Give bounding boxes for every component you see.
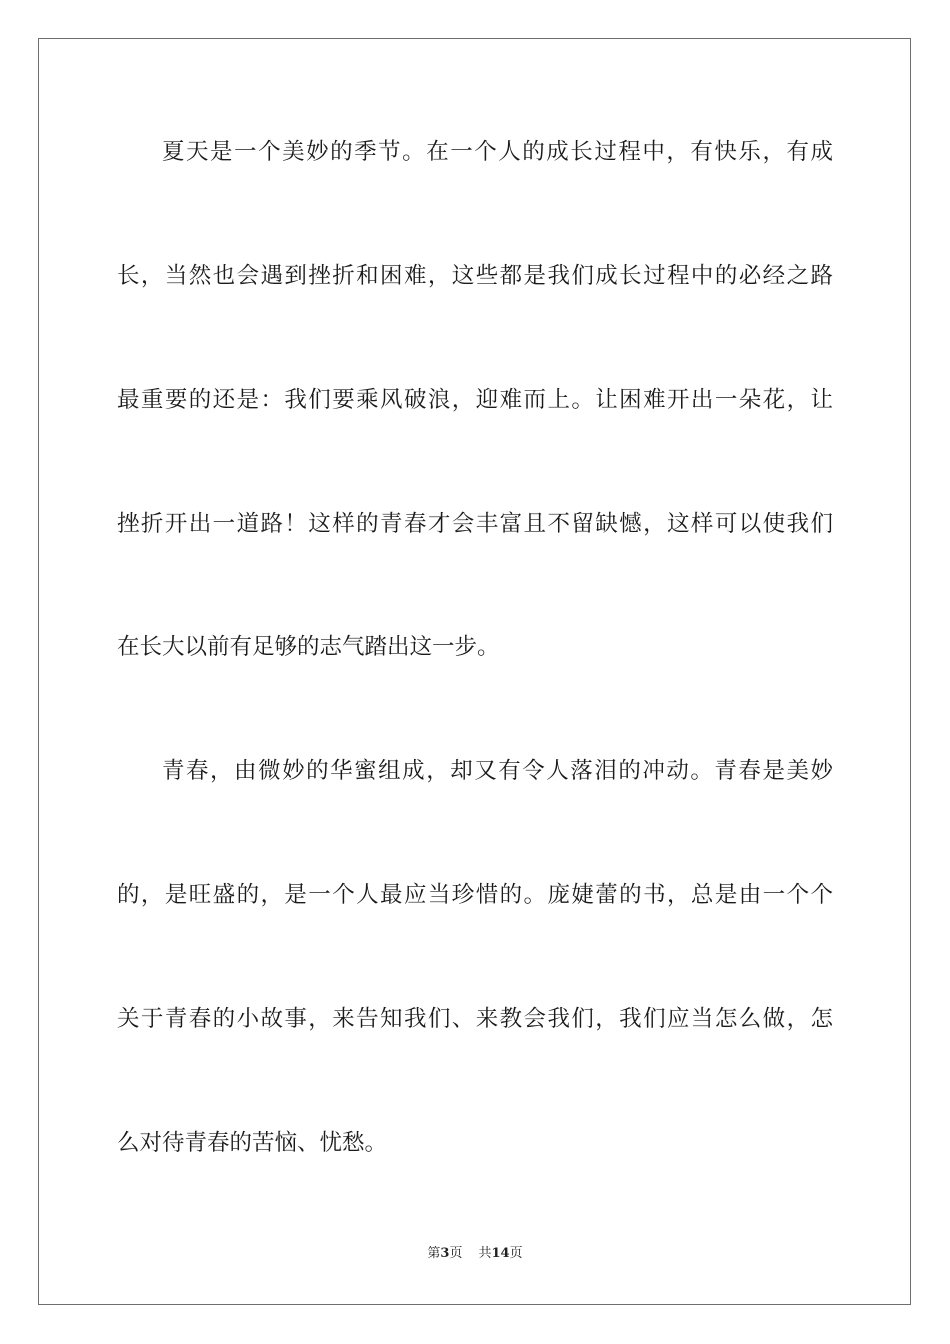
- paragraph-1-line-1: 夏天是一个美妙的季节。在一个人的成长过程中，有快乐，有成: [162, 139, 833, 165]
- page-suffix: 页: [449, 1246, 463, 1261]
- total-prefix: 共: [478, 1246, 492, 1261]
- paragraph-1-line-3: 最重要的还是：我们要乘风破浪，迎难而上。让困难开出一朵花，让: [117, 387, 833, 413]
- paragraph-2-line-1: 青春，由微妙的华蜜组成，却又有令人落泪的冲动。青春是美妙: [162, 758, 833, 784]
- paragraph-1-line-2: 长，当然也会遇到挫折和困难，这些都是我们成长过程中的必经之路: [117, 263, 833, 289]
- page-number: 3: [440, 1246, 450, 1261]
- total-suffix: 页: [509, 1246, 523, 1261]
- paragraph-1-line-4: 挫折开出一道路！这样的青春才会丰富且不留缺憾，这样可以使我们: [117, 511, 833, 537]
- paragraph-2-line-4: 么对待青春的苦恼、忧愁。: [117, 1130, 388, 1156]
- page-prefix: 第: [427, 1246, 441, 1261]
- paragraph-1-line-5: 在长大以前有足够的志气踏出这一步。: [117, 634, 500, 660]
- paragraph-2-line-2: 的，是旺盛的，是一个人最应当珍惜的。庞婕蕾的书，总是由一个个: [117, 882, 833, 908]
- paragraph-2-line-3: 关于青春的小故事，来告知我们、来教会我们，我们应当怎么做，怎: [117, 1006, 833, 1032]
- page-border: [38, 38, 911, 1305]
- total-pages: 14: [491, 1246, 510, 1261]
- page-footer: [0, 1245, 950, 1263]
